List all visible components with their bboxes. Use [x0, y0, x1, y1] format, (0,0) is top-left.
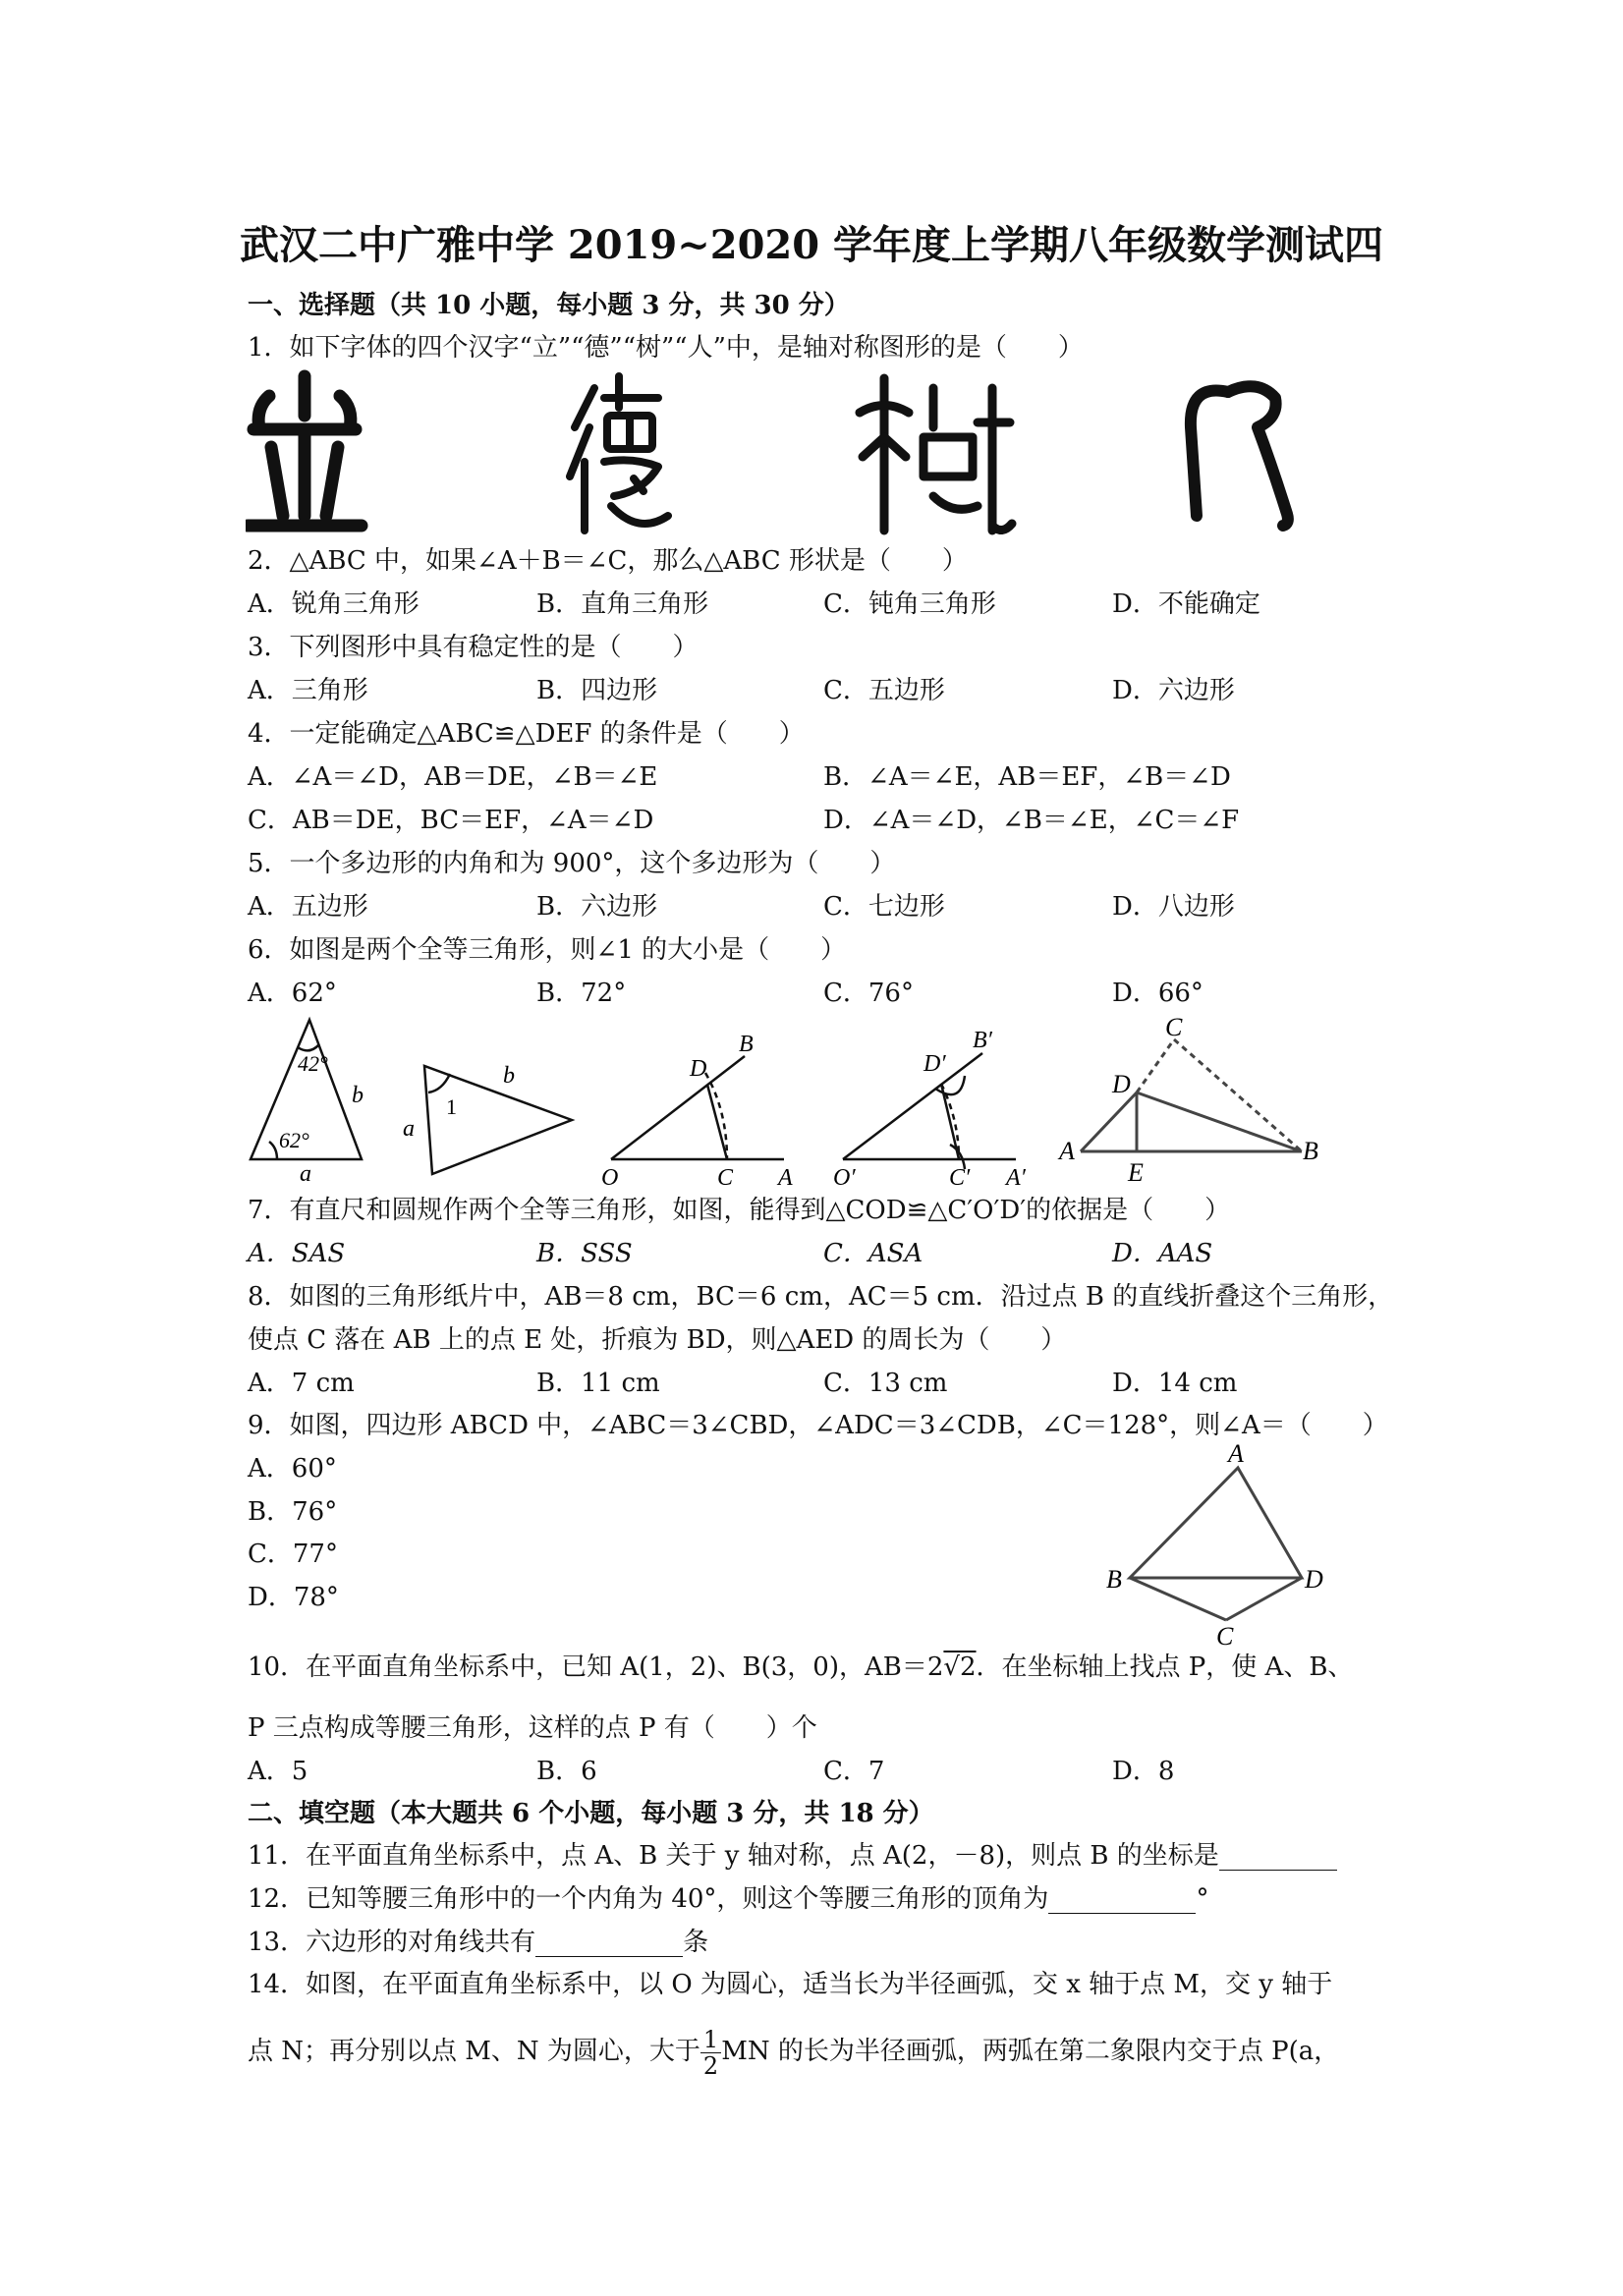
c1-label-O: O [601, 1165, 619, 1189]
t2-side-b: b [503, 1063, 515, 1089]
c2-label-B: B′ [973, 1028, 992, 1053]
c1-label-D: D [690, 1056, 707, 1082]
q3-option-d: D．六边形 [1112, 676, 1235, 705]
t1-side-b: b [352, 1083, 364, 1108]
c2-label-A: A′ [1006, 1165, 1026, 1189]
q6-option-c: C．76° [823, 979, 914, 1008]
c1-label-C: C [717, 1165, 734, 1189]
t1-side-a: a [300, 1161, 311, 1187]
q10-option-c: C．7 [823, 1757, 885, 1786]
f8-label-B: B [1303, 1137, 1318, 1165]
seal-char-shu [860, 378, 1012, 531]
f9-label-D: D [1305, 1565, 1323, 1594]
c1-label-A: A [778, 1165, 793, 1189]
t2-angle-1: 1 [446, 1094, 457, 1119]
q10-option-d: D．8 [1112, 1757, 1175, 1786]
q9-option-a: A．60° [248, 1454, 337, 1484]
q8-option-d: D．14 cm [1112, 1369, 1238, 1398]
q7-option-d: D．AAS [1112, 1239, 1213, 1268]
q14-stem-part-1: 点 N；再分别以点 M、N 为圆心，大于 [248, 2037, 700, 2066]
question-14-line-2 [248, 2022, 1339, 2081]
seal-char-de [570, 376, 668, 531]
t1-angle-bottom: 62° [279, 1128, 309, 1152]
q10-sqrt: √2 [943, 1652, 977, 1682]
c2-label-O: O′ [833, 1165, 856, 1189]
q9-option-d: D．78° [248, 1583, 339, 1612]
q11-stem: 11．在平面直角坐标系中，点 A、B 关于 y 轴对称，点 A(2，－8)，则点 B 的坐标是 [248, 1841, 1219, 1871]
f8-label-A: A [1059, 1137, 1075, 1165]
q13-tail: 条 [683, 1928, 709, 1957]
q13-answer-blank[interactable] [535, 1932, 683, 1957]
question-1: 1．如下字体的四个汉字“立”“德”“树”“人”中，是轴对称图形的是（ ） [248, 333, 1084, 363]
q2-option-d: D．不能确定 [1112, 589, 1260, 619]
q5-option-d: D．八边形 [1112, 892, 1235, 922]
question-2: 2．△ABC 中，如果∠A＋B＝∠C，那么△ABC 形状是（ ） [248, 546, 968, 576]
q12-answer-blank[interactable] [1048, 1889, 1196, 1914]
q6-option-d: D．66° [1112, 979, 1203, 1008]
q5-option-b: B．六边形 [536, 892, 658, 922]
q14-fraction-denominator: 2 [702, 2051, 719, 2080]
page-title: 武汉二中广雅中学 2019~2020 学年度上学期八年级数学测试四 [239, 222, 1384, 268]
q2-option-b: B．直角三角形 [536, 589, 709, 619]
question-3: 3．下列图形中具有稳定性的是（ ） [248, 633, 699, 662]
section-heading-fill: 二、填空题（本大题共 6 个小题，每小题 3 分，共 18 分） [248, 1799, 934, 1828]
q12-stem: 12．已知等腰三角形中的一个内角为 40°，则这个等腰三角形的顶角为 [248, 1884, 1049, 1914]
q7-option-c: C．ASA [823, 1239, 923, 1268]
question-13 [248, 1928, 708, 1957]
question-6: 6．如图是两个全等三角形，则∠1 的大小是（ ） [248, 935, 847, 965]
figures-row [236, 1012, 1346, 1189]
q6-triangle-2 [424, 1066, 572, 1174]
q9-quadrilateral-figure [1100, 1440, 1336, 1647]
q10-stem-part-2: ．在坐标轴上找点 P，使 A、B、 [976, 1652, 1354, 1682]
q6-option-a: A．62° [248, 979, 337, 1008]
seal-script-chars [246, 368, 1326, 535]
seal-char-li [248, 376, 362, 526]
seal-chars-svg [246, 368, 1326, 535]
q2-option-c: C．钝角三角形 [823, 589, 996, 619]
q6-option-b: B．72° [536, 979, 627, 1008]
q9-option-c: C．77° [248, 1540, 338, 1569]
f8-label-C: C [1165, 1013, 1183, 1041]
q8-option-b: B．11 cm [536, 1369, 660, 1398]
question-4: 4．一定能确定△ABC≌△DEF 的条件是（ ） [248, 719, 805, 749]
q8-option-c: C．13 cm [823, 1369, 948, 1398]
q4-option-c: C．AB＝DE，BC＝EF，∠A＝∠D [248, 806, 654, 835]
question-8-line-2: 使点 C 落在 AB 上的点 E 处，折痕为 BD，则△AED 的周长为（ ） [248, 1325, 1067, 1355]
q12-tail: ° [1196, 1884, 1209, 1914]
f9-label-C: C [1216, 1622, 1234, 1647]
f9-label-A: A [1228, 1440, 1244, 1468]
question-12 [248, 1884, 1208, 1914]
section-heading-choice: 一、选择题（共 10 小题，每小题 3 分，共 30 分） [248, 291, 850, 320]
q4-option-b: B．∠A＝∠E，AB＝EF，∠B＝∠D [823, 762, 1231, 792]
q5-option-c: C．七边形 [823, 892, 945, 922]
question-8-line-1: 8．如图的三角形纸片中，AB＝8 cm，BC＝6 cm，AC＝5 cm．沿过点 B 的直线折叠这个三角形， [248, 1282, 1394, 1312]
f8-label-D: D [1112, 1070, 1131, 1098]
q3-option-a: A．三角形 [248, 676, 368, 705]
c1-label-B: B [739, 1032, 754, 1057]
t1-angle-top: 42° [298, 1051, 328, 1076]
q10-stem-part-1: 10．在平面直角坐标系中，已知 A(1，2)、B(3，0)，AB＝2 [248, 1652, 944, 1682]
q5-option-a: A．五边形 [248, 892, 368, 922]
q13-stem: 13．六边形的对角线共有 [248, 1928, 536, 1957]
question-14-line-1: 14．如图，在平面直角坐标系中，以 O 为圆心，适当长为半径画弧，交 x 轴于点 M，交 y 轴于 [248, 1970, 1333, 1999]
q7-option-b: B．SSS [536, 1239, 633, 1268]
q7-option-a: A．SAS [248, 1239, 346, 1268]
q4-option-d: D．∠A＝∠D，∠B＝∠E，∠C＝∠F [823, 806, 1240, 835]
figures-row-svg [236, 1012, 1346, 1189]
c2-label-D: D′ [923, 1051, 946, 1077]
q10-option-a: A．5 [248, 1757, 308, 1786]
question-5: 5．一个多边形的内角和为 900°，这个多边形为（ ） [248, 849, 896, 878]
q9-quadrilateral-svg [1100, 1440, 1336, 1647]
q3-option-c: C．五边形 [823, 676, 945, 705]
q14-fraction-numerator: 1 [700, 2027, 721, 2053]
f8-label-E: E [1128, 1158, 1144, 1187]
f9-label-B: B [1106, 1565, 1122, 1594]
q2-option-a: A．锐角三角形 [248, 589, 420, 619]
question-9: 9．如图，四边形 ABCD 中，∠ABC＝3∠CBD，∠ADC＝3∠CDB，∠C＝128°，则∠A＝（ ） [248, 1411, 1388, 1440]
c2-label-C: C′ [949, 1165, 971, 1189]
q11-answer-blank[interactable] [1219, 1846, 1337, 1871]
t2-side-a: a [403, 1116, 415, 1142]
q10-option-b: B．6 [536, 1757, 597, 1786]
q14-stem-part-2: MN 的长为半径画弧，两弧在第二象限内交于点 P(a， [721, 2037, 1340, 2066]
question-7: 7．有直尺和圆规作两个全等三角形，如图，能得到△COD≌△C′O′D′的依据是（ ） [248, 1196, 1231, 1225]
q14-fraction [700, 2027, 721, 2079]
question-11 [248, 1841, 1337, 1871]
seal-char-ren [1191, 386, 1288, 526]
question-10-line-1 [248, 1652, 1353, 1682]
q3-option-b: B．四边形 [536, 676, 658, 705]
q8-option-a: A．7 cm [248, 1369, 355, 1398]
question-10-line-2: P 三点构成等腰三角形，这样的点 P 有（ ）个 [248, 1713, 817, 1743]
q4-option-a: A．∠A＝∠D，AB＝DE，∠B＝∠E [248, 762, 658, 792]
q9-option-b: B．76° [248, 1497, 338, 1527]
